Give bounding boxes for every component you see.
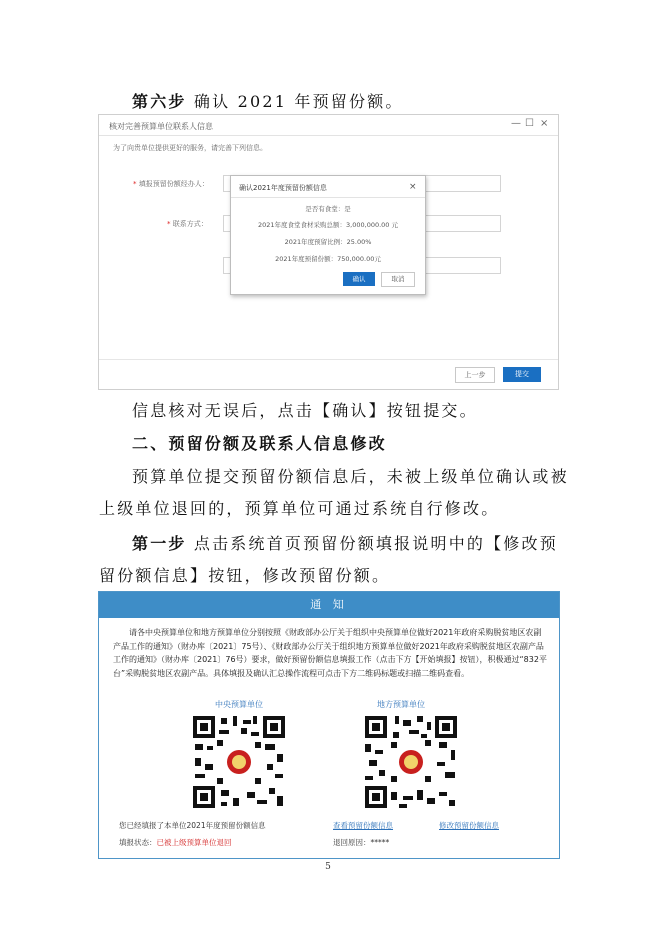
prev-step-button[interactable]: 上一步 <box>455 367 495 383</box>
dialog-ratio: 2021年度预留比例：25.00% <box>284 238 372 246</box>
title-divider <box>99 135 558 136</box>
after-check-text: 信息核对无误后，点击【确认】按钮提交。 <box>132 401 478 420</box>
dialog-divider <box>231 197 425 198</box>
notice-title: 通 知 <box>99 592 559 618</box>
close-icon[interactable]: × <box>540 118 549 129</box>
minimize-icon[interactable]: — <box>511 118 521 129</box>
filled-status-text: 您已经填报了本单位2021年度预留份额信息 <box>119 821 266 830</box>
status-label: 填报状态： <box>119 838 157 847</box>
para1-line1: 预算单位提交预留份额信息后，未被上级单位确认或被 <box>132 467 569 486</box>
status-value: 已被上级预算单位退回 <box>156 838 232 847</box>
notice-body: 请各中央预算单位和地方预算单位分别按照《财政部办公厅关于组织中央预算单位做好2021年政府采购脱贫地区农副产品工作的通知》（财办库〔2021〕75号）、《财政部办公厅关于组织地方预算单位做好2021年政府采购脱贫地区农副产品工作的通知》（财办库〔2021〕76号）要求，做好预留份额信息填报工作（点击下方【开始填报】按钮），积极通过“832平台”采购脱贫地区农副产品。具体填报及确认汇总操作流程可点击下方二维码标题或扫描二维码查看。 <box>113 628 547 678</box>
step1-label: 第一步 <box>132 534 187 553</box>
dialog-total: 2021年度食堂食材采购总额：3,000,000.00 元 <box>257 221 399 229</box>
contact-person-label: * 填报预留份额经办人： <box>133 180 209 188</box>
maximize-icon[interactable]: ☐ <box>525 118 534 129</box>
dialog-reserved: 2021年度预留份额：750,000.00元 <box>275 255 381 263</box>
step1-line1 <box>132 534 558 554</box>
status-line <box>119 837 232 848</box>
qr-code-local-icon[interactable] <box>363 714 459 810</box>
dialog-canteen: 是否有食堂：是 <box>305 205 351 213</box>
qr-local-title[interactable]: 地方预算单位 <box>377 700 425 709</box>
para1-line2: 上级单位退回的，预算单位可通过系统自行修改。 <box>99 499 500 518</box>
section2-heading: 二、预留份额及联系人信息修改 <box>132 434 387 453</box>
step1-line2: 留份额信息】按钮，修改预留份额。 <box>99 566 391 585</box>
dialog-title: 确认2021年度预留份额信息 <box>239 184 327 192</box>
footer-divider <box>99 359 558 360</box>
step1-text: 点击系统首页预留份额填报说明中的【修改预 <box>193 534 558 553</box>
edit-reserved-link[interactable]: 修改预留份额信息 <box>439 821 499 830</box>
qr-central-title[interactable]: 中央预算单位 <box>215 700 263 709</box>
cancel-button[interactable]: 取消 <box>381 272 415 287</box>
return-reason: 退回原因：***** <box>333 838 390 847</box>
confirm-dialog <box>230 175 426 295</box>
submit-button[interactable]: 提交 <box>503 367 541 382</box>
dialog-close-icon[interactable]: × <box>409 182 417 192</box>
contact-method-label: * 联系方式： <box>167 220 208 228</box>
step6-line <box>132 92 404 112</box>
window-title: 核对完善预算单位联系人信息 <box>109 122 213 131</box>
view-reserved-link[interactable]: 查看预留份额信息 <box>333 821 393 830</box>
step6-text: 确认 2021 年预留份额。 <box>193 92 404 111</box>
qr-code-central-icon[interactable] <box>191 714 287 810</box>
confirm-button[interactable]: 确认 <box>343 272 375 286</box>
page-number: 5 <box>325 862 331 872</box>
step6-label: 第六步 <box>132 92 187 111</box>
notice-panel <box>98 591 560 859</box>
form-hint: 为了向贵单位提供更好的服务，请完善下列信息。 <box>113 144 267 152</box>
contact-info-window <box>98 114 559 390</box>
